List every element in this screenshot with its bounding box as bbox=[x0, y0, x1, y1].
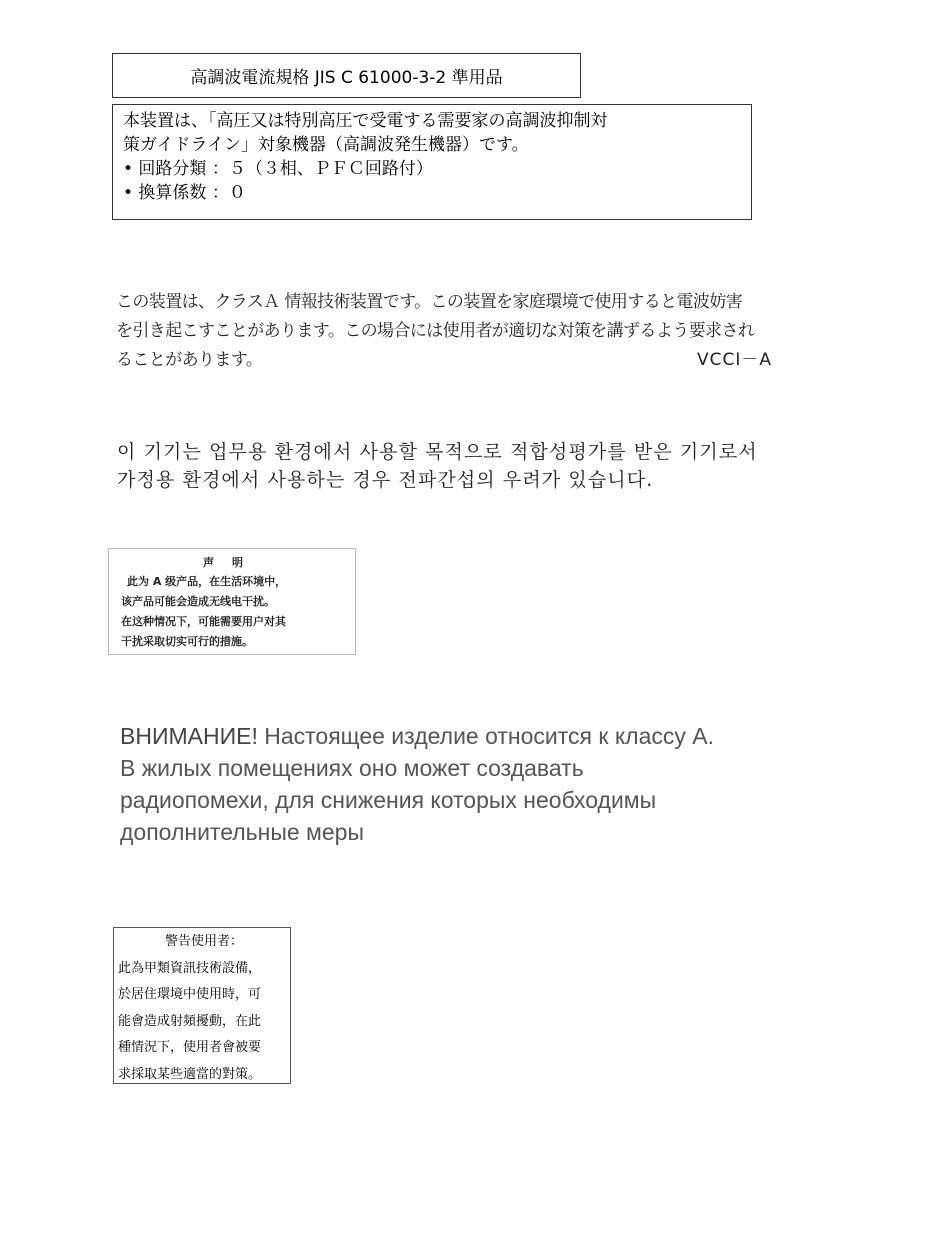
taiwan-line-3: 能會造成射頻擾動，在此 bbox=[118, 1013, 262, 1029]
russia-line-1 bbox=[120, 720, 840, 752]
conversion-factor-item: • 換算係数 ：０ bbox=[123, 183, 246, 203]
russia-line-3: радиопомехи, для снижения которых необходимы bbox=[120, 787, 657, 813]
harmonic-line-1: 本装置は、「高圧又は特別高圧で受電する需要家の高調波抑制対 bbox=[123, 111, 608, 131]
taiwan-line-2: 於居住環境中使用時，可 bbox=[118, 987, 262, 1002]
vcci-line-2: を引き起こすことがあります。この場合には使用者が適切な対策を講ずるよう要求され bbox=[116, 321, 755, 341]
jis-standard-title-box bbox=[112, 53, 581, 98]
russia-emc-notice bbox=[120, 720, 840, 848]
china-line-4: 干扰采取切实可行的措施。 bbox=[121, 635, 253, 648]
vcci-notice bbox=[116, 288, 836, 375]
china-line-3: 在这种情况下，可能需要用户对其 bbox=[121, 615, 286, 628]
vcci-class-mark: VCCI－A bbox=[697, 350, 773, 370]
taiwan-line-4: 種情況下，使用者會被要 bbox=[118, 1040, 262, 1055]
china-statement-title: 声明 bbox=[203, 556, 261, 569]
vcci-line-3: ることがあります。 bbox=[116, 350, 263, 370]
russia-line-2: В жилых помещениях оно может создавать bbox=[120, 755, 584, 781]
korea-line-2: 가정용 환경에서 사용하는 경우 전파간섭의 우려가 있습니다. bbox=[117, 469, 654, 491]
taiwan-warning-title: 警告使用者： bbox=[164, 934, 243, 949]
circuit-class-item: • 回路分類 ：５（３相、ＰＦＣ回路付） bbox=[123, 159, 433, 179]
korea-emc-notice bbox=[117, 438, 897, 494]
russia-line-1-text: Настоящее изделие относится к классу А. bbox=[264, 723, 714, 749]
harmonic-line-2: 策ガイドライン」対象機器（高調波発生機器）です。 bbox=[123, 135, 529, 155]
korea-line-1: 이 기기는 업무용 환경에서 사용할 목적으로 적합성평가를 받은 기기로서 bbox=[117, 441, 758, 463]
china-line-2: 该产品可能会造成无线电干扰。 bbox=[121, 595, 275, 608]
taiwan-warning-box bbox=[113, 927, 291, 1084]
taiwan-line-5: 求採取某些適當的對策。 bbox=[118, 1066, 262, 1082]
vcci-line-1: この装置は、クラスＡ 情報技術装置です。この装置を家庭環境で使用すると電波妨害 bbox=[116, 292, 743, 312]
jis-standard-title: 高調波電流規格 JIS C 61000-3-2 準用品 bbox=[190, 68, 503, 88]
russia-line-4: дополнительные меры bbox=[120, 819, 364, 845]
china-statement-box bbox=[108, 548, 356, 655]
china-line-1: 此为 A 级产品，在生活环境中， bbox=[127, 575, 287, 588]
harmonic-guideline-box bbox=[112, 104, 752, 220]
russia-warning-label: ВНИМАНИЕ! bbox=[120, 723, 258, 749]
taiwan-line-1: 此為甲類資訊技術設備， bbox=[118, 960, 262, 976]
